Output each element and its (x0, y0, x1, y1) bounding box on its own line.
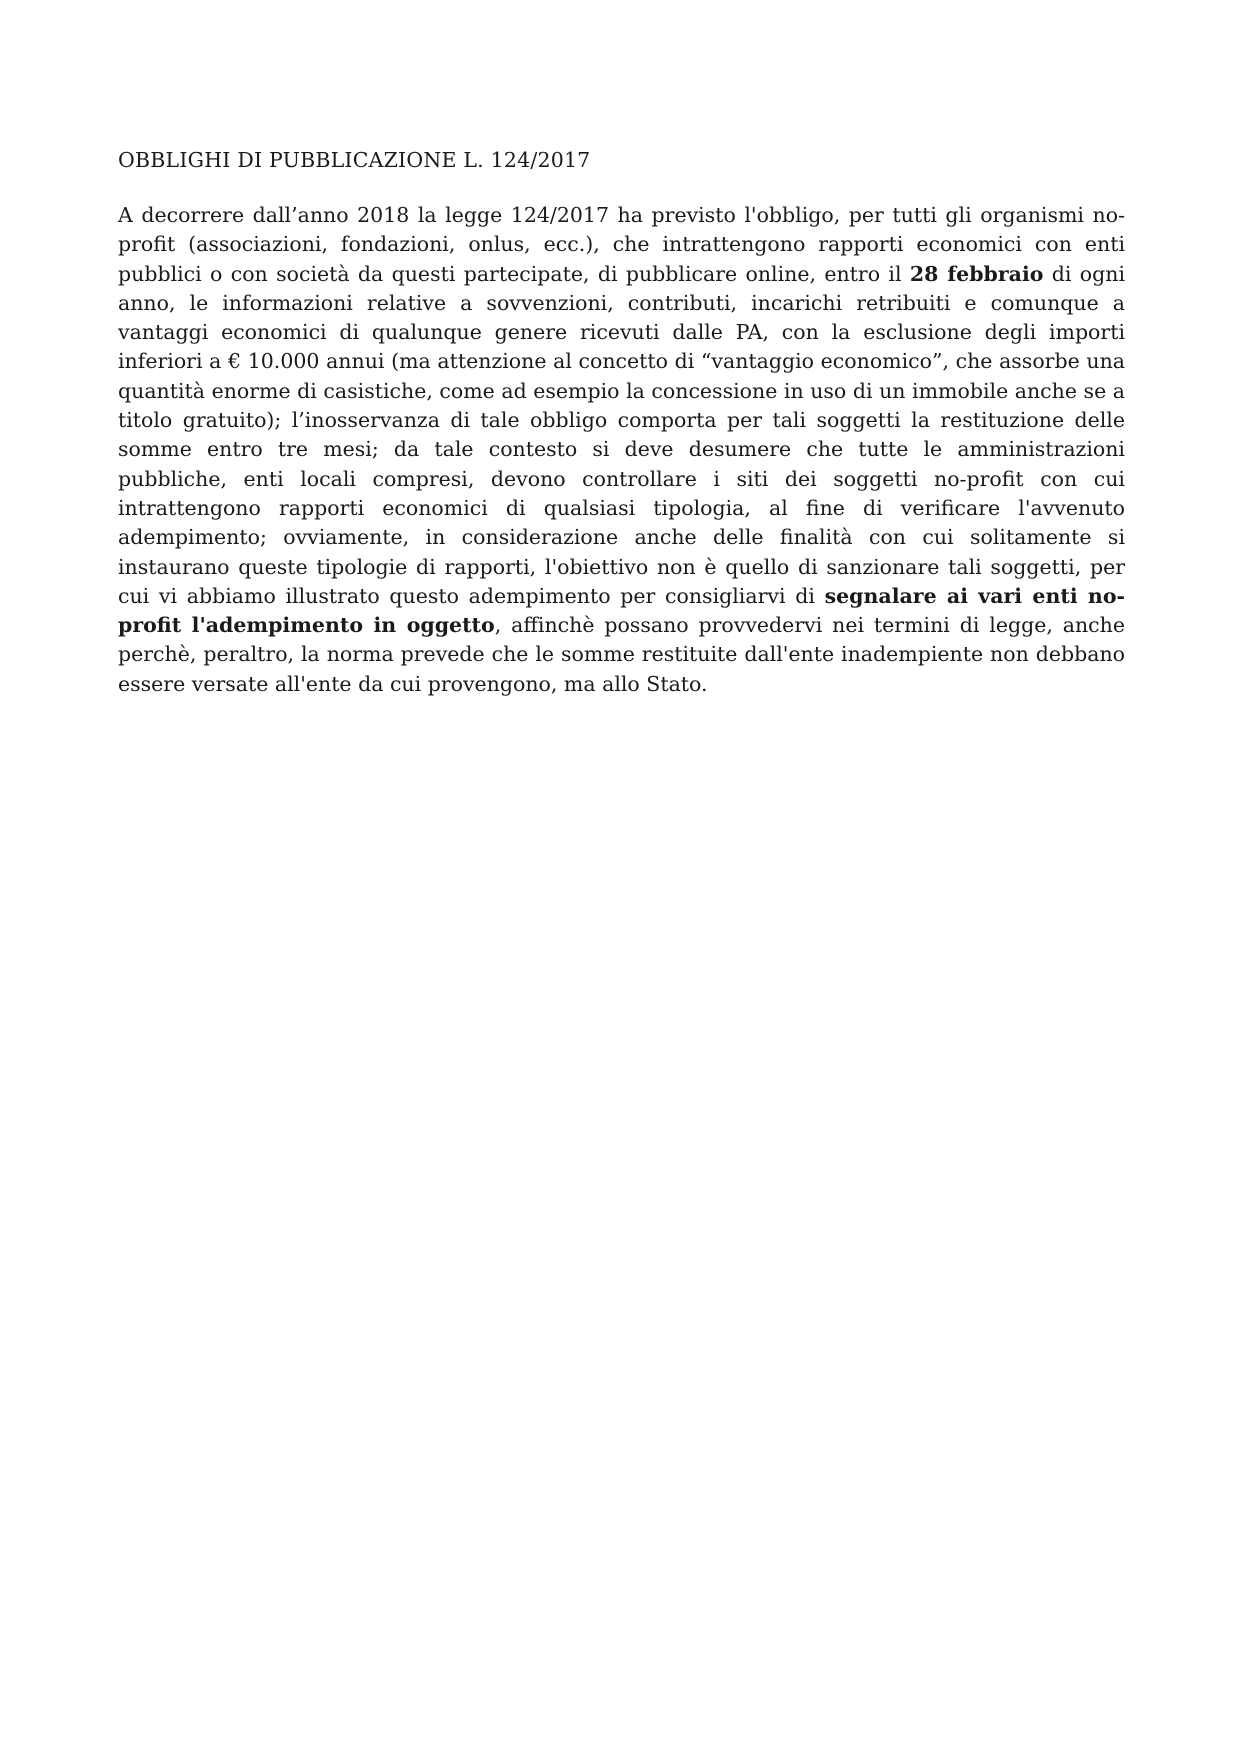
document-content (118, 145, 1125, 699)
recommendation-highlight: segnalare ai vari enti no-profit l'adempimento in oggetto (118, 583, 1125, 638)
paragraph-text-part-2: di ogni anno, le informazioni relative a sovvenzioni, contributi, incarichi retribuiti e comunque a vantaggi economici di qualunque genere ricevuti dalle PA, con la esclusione degli importi inferiori a € 10.000 annui (ma attenzione al concetto di “vantaggio economico”, che assorbe una quantità enorme di casistiche, come ad esempio la concessione in uso di un immobile anche se a titolo gratuito); l’inosservanza di tale obbligo comporta per tali soggetti la restituzione delle somme entro tre mesi; da tale contesto si deve desumere che tutte le amministrazioni pubbliche, enti locali compresi, devono controllare i siti dei soggetti no-profit con cui intrattengono rapporti economici di qualsiasi tipologia, al fine di verificare l'avvenuto adempimento; ovviamente, in considerazione anche delle finalità con cui solitamente si instaurano queste tipologie di rapporti, l'obiettivo non è quello di sanzionare tali soggetti, per cui vi abbiamo illustrato questo adempimento per consigliarvi di (118, 261, 1125, 608)
paragraph-text-part-3: , affinchè possano provvedervi nei termini di legge, anche perchè, peraltro, la norma prevede che le somme restituite dall'ente inadempiente non debbano essere versate all'ente da cui provengono, ma allo Stato. (118, 613, 1125, 696)
document-title: OBBLIGHI DI PUBBLICAZIONE L. 124/2017 (118, 148, 591, 172)
body-paragraph (118, 201, 1125, 699)
paragraph-text-part-1: A decorrere dall’anno 2018 la legge 124/2017 ha previsto l'obbligo, per tutti gli organismi no-profit (associazioni, fondazioni, onlus, ecc.), che intrattengono rapporti economici con enti pubblici o con società da questi partecipate, di pubblicare online, entro il (118, 203, 1125, 286)
deadline-highlight: 28 febbraio (909, 261, 1044, 286)
